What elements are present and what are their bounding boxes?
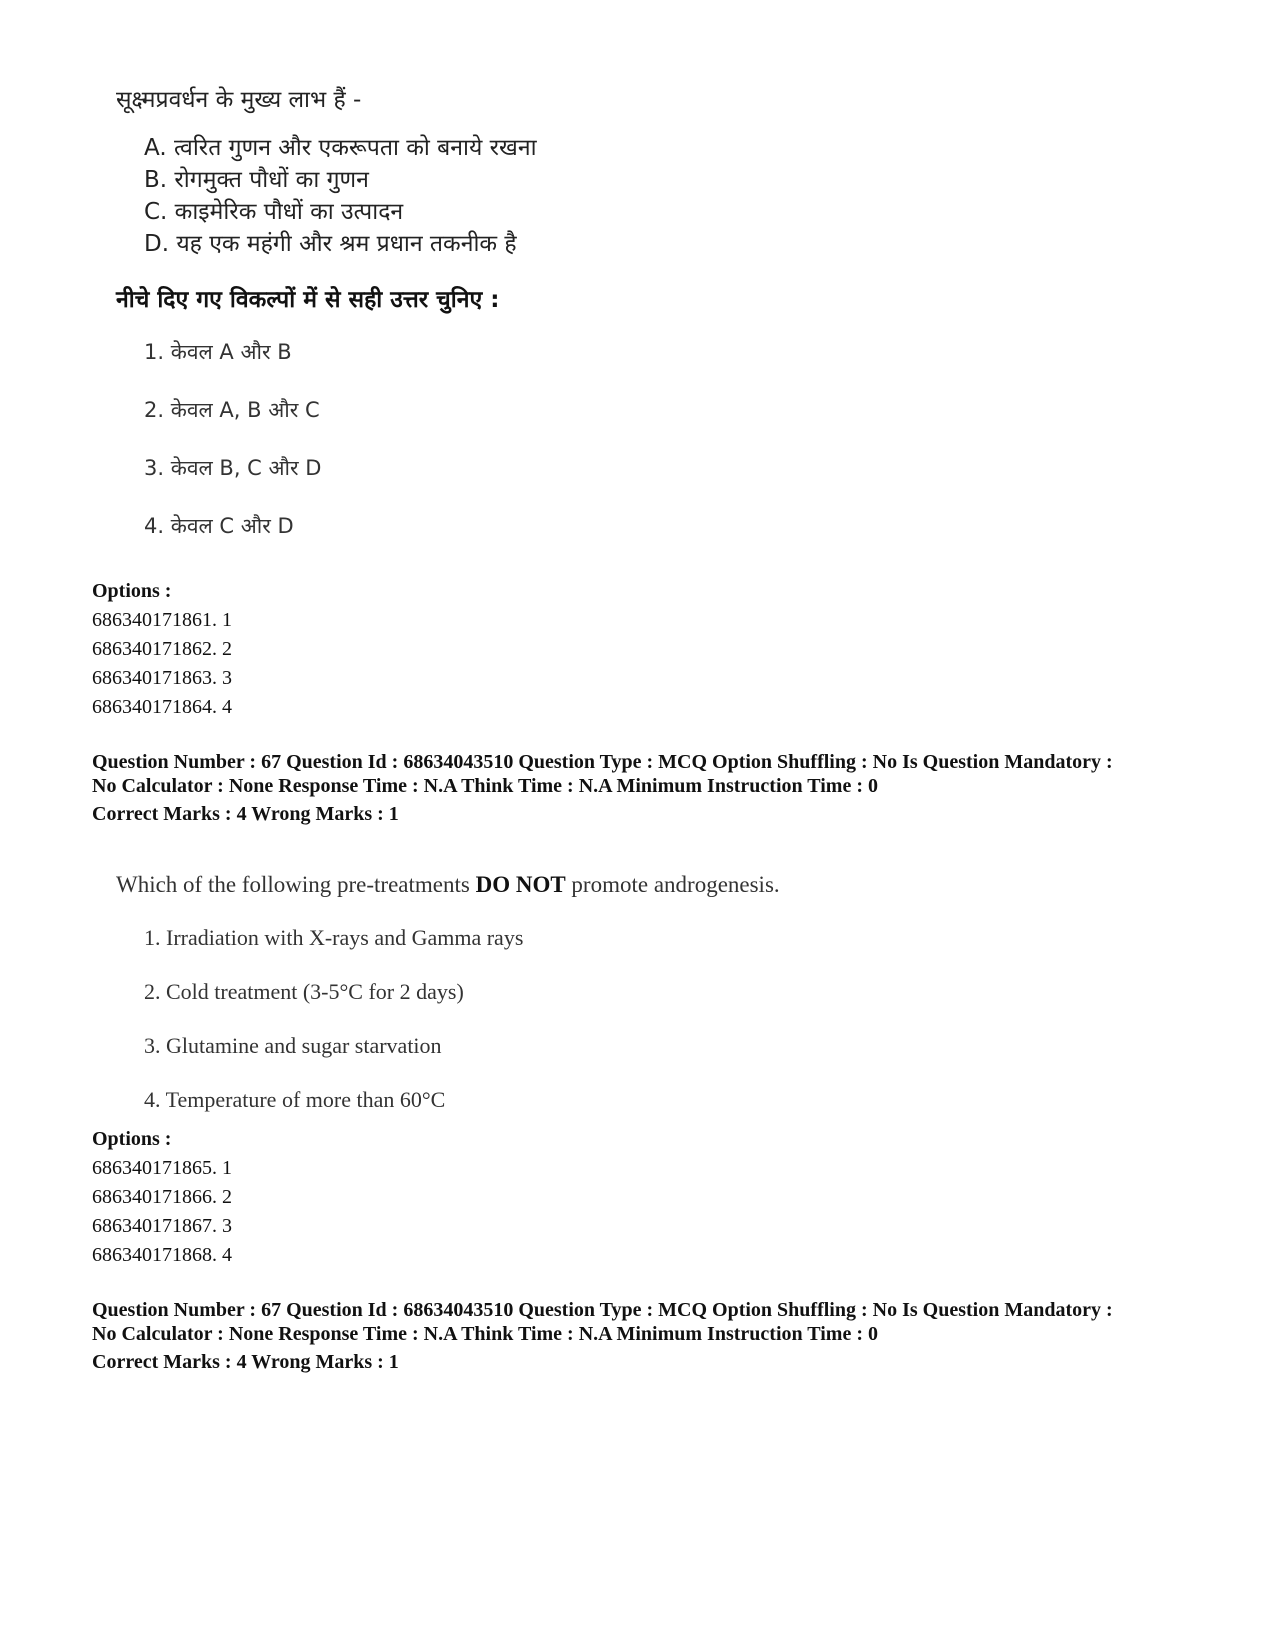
options-block-66 <box>92 577 232 722</box>
choice-1: 1. Irradiation with X-rays and Gamma rays <box>144 925 524 950</box>
choice-3: 3. केवल B, C और D <box>144 456 322 480</box>
choice-2: 2. केवल A, B और C <box>144 398 320 422</box>
statement-c: C. काइमेरिक पौधों का उत्पादन <box>144 199 404 225</box>
question-67-image <box>116 872 1016 1134</box>
statement-d: D. यह एक महंगी और श्रम प्रधान तकनीक है <box>144 231 517 257</box>
statement-b: B. रोगमुक्त पौधों का गुणन <box>144 167 369 193</box>
stem-emphasis: DO NOT <box>475 872 566 897</box>
statement-a: A. त्वरित गुणन और एकरूपता को बनाये रखना <box>144 135 537 161</box>
choice-list <box>144 332 816 564</box>
statement-list <box>144 132 816 260</box>
option-item: 686340171863. 3 <box>92 667 232 689</box>
option-item: 686340171866. 2 <box>92 1186 232 1208</box>
option-item: 686340171867. 3 <box>92 1215 232 1237</box>
choice-list <box>144 918 1016 1134</box>
meta-line-1: Question Number : 67 Question Id : 68634043510 Question Type : MCQ Option Shuffling : No Is Question Mandatory : <box>92 1299 1113 1321</box>
meta-line-2: No Calculator : None Response Time : N.A Think Time : N.A Minimum Instruction Time : 0 <box>92 1323 878 1345</box>
stem-text-after: promote androgenesis. <box>565 872 780 897</box>
option-item: 686340171865. 1 <box>92 1157 232 1179</box>
choice-4: 4. Temperature of more than 60°C <box>144 1087 446 1112</box>
question-stem: सूक्ष्मप्रवर्धन के मुख्य लाभ हैं - <box>116 87 362 113</box>
question-meta-67 <box>92 750 1202 826</box>
question-stem <box>116 872 1016 898</box>
meta-line-2: No Calculator : None Response Time : N.A Think Time : N.A Minimum Instruction Time : 0 <box>92 775 878 797</box>
options-header: Options : <box>92 580 172 602</box>
options-header: Options : <box>92 1128 172 1150</box>
stem-text-before: Which of the following pre-treatments <box>116 872 476 897</box>
question-meta-67-repeat <box>92 1298 1202 1374</box>
options-block-67 <box>92 1125 232 1270</box>
question-66-image <box>116 82 816 564</box>
meta-line-1: Question Number : 67 Question Id : 68634043510 Question Type : MCQ Option Shuffling : No Is Question Mandatory : <box>92 751 1113 773</box>
question-instruction: नीचे दिए गए विकल्पों में से सही उत्तर चुनिए : <box>116 287 500 313</box>
option-item: 686340171864. 4 <box>92 696 232 718</box>
option-item: 686340171862. 2 <box>92 638 232 660</box>
choice-2: 2. Cold treatment (3-5°C for 2 days) <box>144 979 464 1004</box>
option-item: 686340171868. 4 <box>92 1244 232 1266</box>
option-item: 686340171861. 1 <box>92 609 232 631</box>
marks-line: Correct Marks : 4 Wrong Marks : 1 <box>92 1351 399 1373</box>
choice-1: 1. केवल A और B <box>144 340 292 364</box>
choice-3: 3. Glutamine and sugar starvation <box>144 1033 442 1058</box>
choice-4: 4. केवल C और D <box>144 514 294 538</box>
marks-line: Correct Marks : 4 Wrong Marks : 1 <box>92 803 399 825</box>
